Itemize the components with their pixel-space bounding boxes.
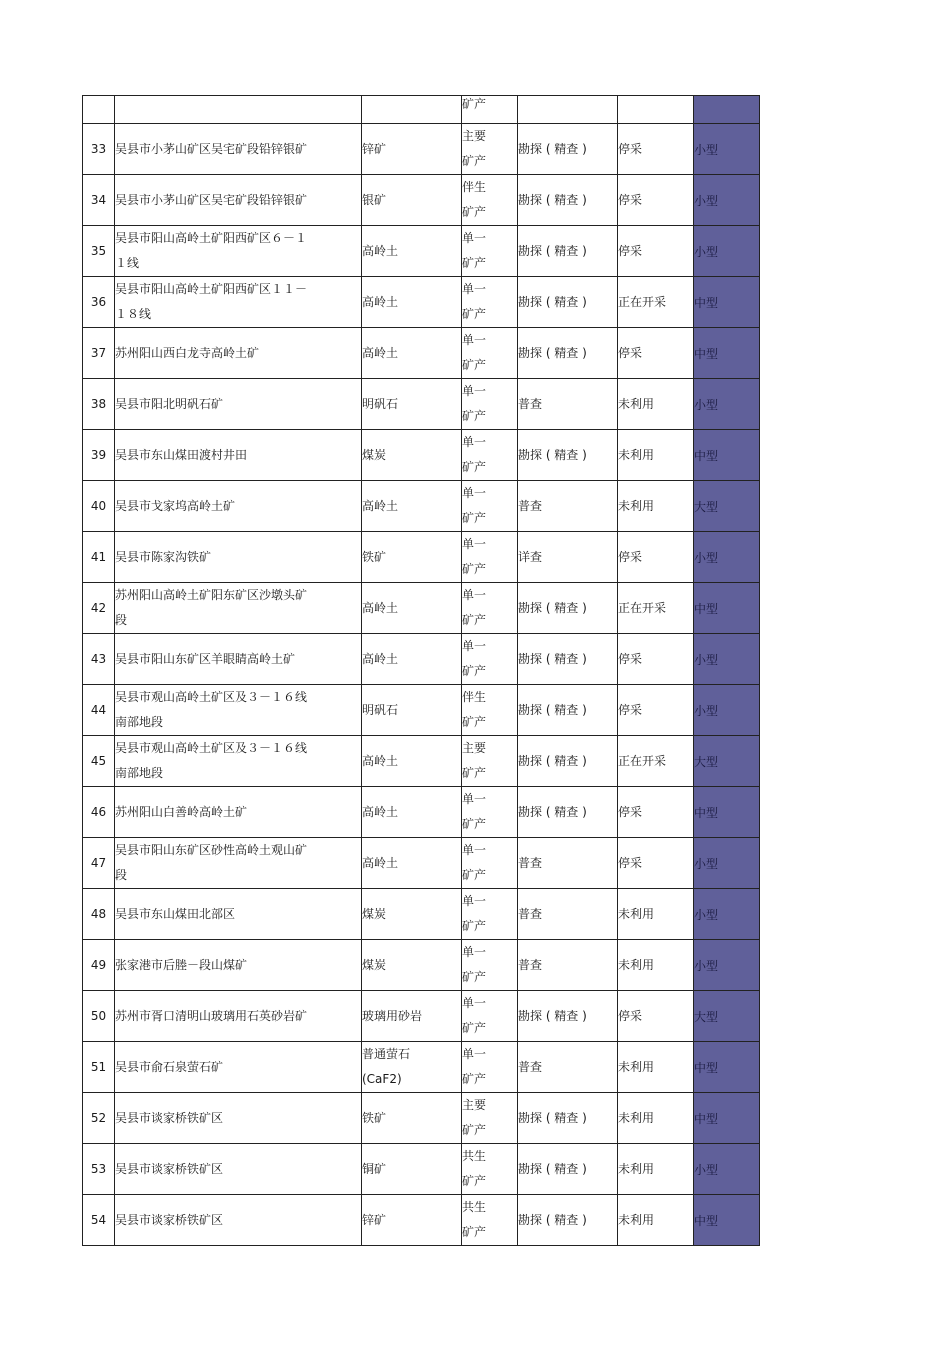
table-row <box>83 583 760 634</box>
name-cell <box>115 96 362 124</box>
mineral-type-cell: 伴生 矿产 <box>462 175 518 226</box>
deposit-name-cell: 吴县市东山煤田渡村井田 <box>115 430 362 481</box>
deposit-scale-cell: 小型 <box>694 124 760 175</box>
deposit-scale-cell: 小型 <box>694 532 760 583</box>
exploration-level-cell: 详查 <box>518 532 618 583</box>
deposit-name-cell: 吴县市小茅山矿区吴宅矿段铅锌银矿 <box>115 175 362 226</box>
mineral-cell: 高岭土 <box>362 787 462 838</box>
deposit-name-cell: 吴县市阳山东矿区砂性高岭土观山矿 段 <box>115 838 362 889</box>
table-row <box>83 940 760 991</box>
row-number-cell: 51 <box>83 1042 115 1093</box>
table-row <box>83 175 760 226</box>
deposit-scale-cell: 大型 <box>694 991 760 1042</box>
table-row <box>83 685 760 736</box>
deposit-scale-cell: 小型 <box>694 889 760 940</box>
exploration-level-cell: 勘探 ( 精查 ) <box>518 991 618 1042</box>
table-body <box>83 96 760 1246</box>
table-row <box>83 277 760 328</box>
mineral-type-cell: 单一 矿产 <box>462 226 518 277</box>
exploration-level-cell: 普查 <box>518 481 618 532</box>
deposit-name-cell: 吴县市观山高岭土矿区及３－１６线 南部地段 <box>115 685 362 736</box>
utilization-status-cell: 停采 <box>618 175 694 226</box>
mineral-cell: 高岭土 <box>362 226 462 277</box>
row-number-cell: 52 <box>83 1093 115 1144</box>
mineral-type-cell: 共生 矿产 <box>462 1195 518 1246</box>
table-row <box>83 379 760 430</box>
utilization-status-cell: 停采 <box>618 532 694 583</box>
scale-cell <box>694 96 760 124</box>
deposit-name-cell: 吴县市小茅山矿区吴宅矿段铅锌银矿 <box>115 124 362 175</box>
table-row <box>83 1144 760 1195</box>
deposit-scale-cell: 大型 <box>694 736 760 787</box>
deposit-scale-cell: 中型 <box>694 328 760 379</box>
mineral-type-cell: 单一 矿产 <box>462 532 518 583</box>
deposit-name-cell: 吴县市阳山高岭土矿阳西矿区１１－ １８线 <box>115 277 362 328</box>
deposit-scale-cell: 小型 <box>694 175 760 226</box>
table-row <box>83 481 760 532</box>
table-row <box>83 889 760 940</box>
row-number-cell: 54 <box>83 1195 115 1246</box>
mineral-cell: 高岭土 <box>362 583 462 634</box>
table-row <box>83 991 760 1042</box>
mineral-type-cell: 主要 矿产 <box>462 736 518 787</box>
row-number-cell: 33 <box>83 124 115 175</box>
utilization-status-cell: 未利用 <box>618 889 694 940</box>
mineral-deposit-table <box>82 95 760 1246</box>
mineral-cell: 铁矿 <box>362 1093 462 1144</box>
mineral-type-cell: 单一 矿产 <box>462 940 518 991</box>
mineral-type-cell: 单一 矿产 <box>462 430 518 481</box>
mineral-cell <box>362 96 462 124</box>
mineral-cell: 高岭土 <box>362 328 462 379</box>
exploration-level-cell: 普查 <box>518 379 618 430</box>
deposit-scale-cell: 中型 <box>694 1093 760 1144</box>
exploration-level-cell: 勘探 ( 精查 ) <box>518 226 618 277</box>
utilization-status-cell: 未利用 <box>618 1093 694 1144</box>
mineral-cell: 高岭土 <box>362 634 462 685</box>
deposit-scale-cell: 中型 <box>694 1042 760 1093</box>
deposit-scale-cell: 小型 <box>694 379 760 430</box>
row-number-cell: 49 <box>83 940 115 991</box>
row-number-cell: 48 <box>83 889 115 940</box>
mineral-type-cell: 单一 矿产 <box>462 991 518 1042</box>
row-number-cell: 46 <box>83 787 115 838</box>
mineral-cell: 高岭土 <box>362 838 462 889</box>
mineral-cell: 玻璃用砂岩 <box>362 991 462 1042</box>
deposit-scale-cell: 中型 <box>694 583 760 634</box>
exploration-level-cell: 普查 <box>518 889 618 940</box>
mineral-cell: 煤炭 <box>362 889 462 940</box>
utilization-status-cell: 未利用 <box>618 430 694 481</box>
exploration-level-cell: 勘探 ( 精查 ) <box>518 277 618 328</box>
mineral-cell: 锌矿 <box>362 1195 462 1246</box>
table-row <box>83 124 760 175</box>
utilization-status-cell: 未利用 <box>618 1144 694 1195</box>
deposit-name-cell: 吴县市阳山东矿区羊眼睛高岭土矿 <box>115 634 362 685</box>
utilization-status-cell: 未利用 <box>618 481 694 532</box>
table-row <box>83 226 760 277</box>
deposit-name-cell: 苏州市胥口清明山玻璃用石英砂岩矿 <box>115 991 362 1042</box>
row-number-cell: 34 <box>83 175 115 226</box>
deposit-scale-cell: 小型 <box>694 1144 760 1195</box>
deposit-scale-cell: 小型 <box>694 634 760 685</box>
deposit-name-cell: 苏州阳山白善岭高岭土矿 <box>115 787 362 838</box>
table-row <box>83 1093 760 1144</box>
utilization-status-cell: 未利用 <box>618 1042 694 1093</box>
deposit-name-cell: 苏州阳山西白龙寺高岭土矿 <box>115 328 362 379</box>
mineral-cell: 普通萤石 (CaF2) <box>362 1042 462 1093</box>
mineral-cell: 铁矿 <box>362 532 462 583</box>
row-number-cell: 38 <box>83 379 115 430</box>
table-row <box>83 328 760 379</box>
deposit-name-cell: 吴县市戈家坞高岭土矿 <box>115 481 362 532</box>
deposit-scale-cell: 小型 <box>694 685 760 736</box>
utilization-status-cell: 未利用 <box>618 379 694 430</box>
mineral-cell: 银矿 <box>362 175 462 226</box>
deposit-name-cell: 吴县市东山煤田北部区 <box>115 889 362 940</box>
deposit-scale-cell: 中型 <box>694 787 760 838</box>
exploration-level-cell: 勘探 ( 精查 ) <box>518 787 618 838</box>
exploration-level-cell: 勘探 ( 精查 ) <box>518 1093 618 1144</box>
mineral-type-cell: 单一 矿产 <box>462 328 518 379</box>
assoc-cell: 矿产 <box>462 96 518 124</box>
exploration-level-cell: 勘探 ( 精查 ) <box>518 583 618 634</box>
mineral-type-cell: 主要 矿产 <box>462 1093 518 1144</box>
mineral-cell: 明矾石 <box>362 685 462 736</box>
deposit-scale-cell: 大型 <box>694 481 760 532</box>
utilization-status-cell: 正在开采 <box>618 736 694 787</box>
exploration-level-cell: 勘探 ( 精查 ) <box>518 1195 618 1246</box>
deposit-scale-cell: 中型 <box>694 430 760 481</box>
utilization-status-cell: 停采 <box>618 328 694 379</box>
mineral-type-cell: 单一 矿产 <box>462 889 518 940</box>
mineral-cell: 煤炭 <box>362 430 462 481</box>
row-number-cell: 47 <box>83 838 115 889</box>
deposit-name-cell: 苏州阳山高岭土矿阳东矿区沙墩头矿 段 <box>115 583 362 634</box>
mineral-type-cell: 共生 矿产 <box>462 1144 518 1195</box>
utilization-status-cell: 停采 <box>618 124 694 175</box>
mineral-cell: 煤炭 <box>362 940 462 991</box>
table-row <box>83 532 760 583</box>
continued-row <box>83 96 760 124</box>
utilization-status-cell: 停采 <box>618 226 694 277</box>
mineral-cell: 高岭土 <box>362 481 462 532</box>
table-row <box>83 634 760 685</box>
deposit-name-cell: 吴县市谈家桥铁矿区 <box>115 1144 362 1195</box>
table-row <box>83 736 760 787</box>
deposit-name-cell: 吴县市谈家桥铁矿区 <box>115 1195 362 1246</box>
utilization-status-cell: 停采 <box>618 838 694 889</box>
mineral-cell: 高岭土 <box>362 736 462 787</box>
utilization-status-cell: 停采 <box>618 991 694 1042</box>
mineral-type-cell: 单一 矿产 <box>462 277 518 328</box>
deposit-scale-cell: 小型 <box>694 838 760 889</box>
mineral-type-cell: 主要 矿产 <box>462 124 518 175</box>
deposit-name-cell: 张家港市后塍－段山煤矿 <box>115 940 362 991</box>
mineral-cell: 铜矿 <box>362 1144 462 1195</box>
mineral-type-cell: 单一 矿产 <box>462 583 518 634</box>
mineral-type-cell: 单一 矿产 <box>462 379 518 430</box>
utilization-status-cell: 未利用 <box>618 1195 694 1246</box>
table-row <box>83 430 760 481</box>
utilization-status-cell: 停采 <box>618 787 694 838</box>
table-row <box>83 1195 760 1246</box>
deposit-scale-cell: 中型 <box>694 277 760 328</box>
exploration-level-cell: 勘探 ( 精查 ) <box>518 1144 618 1195</box>
row-number-cell: 44 <box>83 685 115 736</box>
row-number-cell: 37 <box>83 328 115 379</box>
explore-cell <box>518 96 618 124</box>
mineral-cell: 高岭土 <box>362 277 462 328</box>
row-number-cell: 41 <box>83 532 115 583</box>
exploration-level-cell: 勘探 ( 精查 ) <box>518 175 618 226</box>
table-row <box>83 787 760 838</box>
exploration-level-cell: 勘探 ( 精查 ) <box>518 124 618 175</box>
mineral-type-cell: 单一 矿产 <box>462 838 518 889</box>
row-number-cell: 39 <box>83 430 115 481</box>
mineral-type-cell: 单一 矿产 <box>462 481 518 532</box>
utilization-status-cell: 停采 <box>618 685 694 736</box>
utilization-status-cell: 未利用 <box>618 940 694 991</box>
row-number-cell: 53 <box>83 1144 115 1195</box>
deposit-name-cell: 吴县市谈家桥铁矿区 <box>115 1093 362 1144</box>
exploration-level-cell: 勘探 ( 精查 ) <box>518 685 618 736</box>
deposit-scale-cell: 小型 <box>694 226 760 277</box>
no-cell <box>83 96 115 124</box>
deposit-name-cell: 吴县市阳北明矾石矿 <box>115 379 362 430</box>
row-number-cell: 50 <box>83 991 115 1042</box>
row-number-cell: 36 <box>83 277 115 328</box>
utilization-status-cell: 正在开采 <box>618 277 694 328</box>
mineral-type-cell: 单一 矿产 <box>462 634 518 685</box>
deposit-name-cell: 吴县市俞石泉萤石矿 <box>115 1042 362 1093</box>
exploration-level-cell: 勘探 ( 精查 ) <box>518 634 618 685</box>
deposit-scale-cell: 小型 <box>694 940 760 991</box>
mineral-type-cell: 单一 矿产 <box>462 787 518 838</box>
row-number-cell: 40 <box>83 481 115 532</box>
status-cell <box>618 96 694 124</box>
exploration-level-cell: 勘探 ( 精查 ) <box>518 430 618 481</box>
deposit-name-cell: 吴县市陈家沟铁矿 <box>115 532 362 583</box>
mineral-type-cell: 单一 矿产 <box>462 1042 518 1093</box>
row-number-cell: 42 <box>83 583 115 634</box>
utilization-status-cell: 停采 <box>618 634 694 685</box>
exploration-level-cell: 勘探 ( 精查 ) <box>518 328 618 379</box>
mineral-cell: 明矾石 <box>362 379 462 430</box>
utilization-status-cell: 正在开采 <box>618 583 694 634</box>
row-number-cell: 35 <box>83 226 115 277</box>
exploration-level-cell: 勘探 ( 精查 ) <box>518 736 618 787</box>
deposit-name-cell: 吴县市阳山高岭土矿阳西矿区６－１ １线 <box>115 226 362 277</box>
table-row <box>83 1042 760 1093</box>
row-number-cell: 45 <box>83 736 115 787</box>
table-row <box>83 838 760 889</box>
exploration-level-cell: 普查 <box>518 838 618 889</box>
deposit-name-cell: 吴县市观山高岭土矿区及３－１６线 南部地段 <box>115 736 362 787</box>
exploration-level-cell: 普查 <box>518 940 618 991</box>
row-number-cell: 43 <box>83 634 115 685</box>
mineral-type-cell: 伴生 矿产 <box>462 685 518 736</box>
exploration-level-cell: 普查 <box>518 1042 618 1093</box>
deposit-scale-cell: 中型 <box>694 1195 760 1246</box>
mineral-cell: 锌矿 <box>362 124 462 175</box>
